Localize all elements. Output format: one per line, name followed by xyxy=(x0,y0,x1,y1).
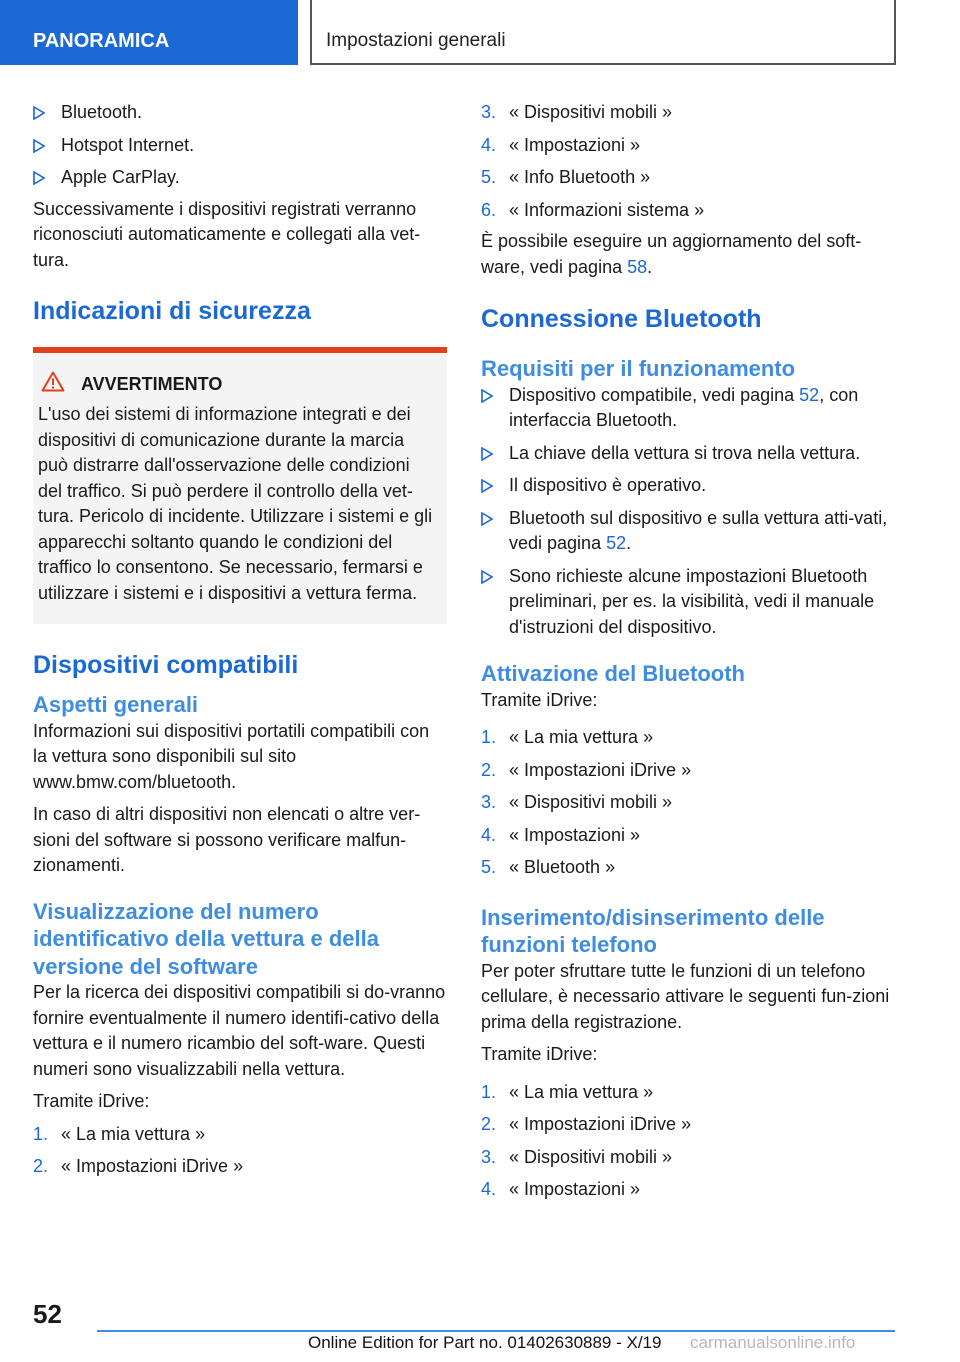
requirements-heading: Requisiti per il funzionamento xyxy=(481,356,796,381)
phone-idrive-label: Tramite iDrive: xyxy=(481,1044,598,1064)
step-item xyxy=(481,1177,895,1203)
step-text: « Impostazioni iDrive » xyxy=(61,1156,244,1176)
step-text: « Dispositivi mobili » xyxy=(509,102,673,122)
step-item xyxy=(481,725,895,751)
step-number: 5. xyxy=(481,857,497,877)
triangle-bullet-icon xyxy=(481,570,495,584)
step-number: 1. xyxy=(33,1123,49,1144)
list-item xyxy=(481,441,895,467)
step-item xyxy=(481,133,895,159)
step-text: « Impostazioni » xyxy=(509,134,641,155)
step-item xyxy=(481,165,895,191)
page-link-52[interactable]: 52 xyxy=(606,533,627,553)
warning-header xyxy=(38,371,437,397)
step-number: 3. xyxy=(481,1146,497,1167)
step-item xyxy=(33,1122,447,1148)
step-item xyxy=(481,855,895,881)
phone-functions-heading: Inserimento/disinserimento delle funzioni telefono xyxy=(481,904,825,957)
step-text: « Impostazioni iDrive » xyxy=(509,1114,692,1134)
step-item xyxy=(481,1112,895,1138)
step-number: 4. xyxy=(481,134,497,155)
step-item xyxy=(481,758,895,784)
list-item xyxy=(33,100,447,126)
footer-divider xyxy=(97,1330,895,1332)
list-item-text xyxy=(509,508,887,554)
list-item-text: La chiave della vettura si trova nella vettura. xyxy=(509,442,861,463)
vin-idrive-label: Tramite iDrive: xyxy=(33,1091,150,1111)
triangle-bullet-icon xyxy=(481,447,495,461)
footer-edition: Online Edition for Part no. 01402630889 - X/19 xyxy=(308,1333,662,1352)
list-item xyxy=(481,564,895,641)
step-text: « Informazioni sistema » xyxy=(509,199,705,220)
step-text: « La mia vettura » xyxy=(61,1123,206,1144)
right-column xyxy=(481,100,895,1210)
step-item xyxy=(481,100,895,126)
triangle-bullet-icon xyxy=(481,512,495,526)
page-link-58[interactable]: 58 xyxy=(627,256,648,277)
general-paragraph-2: In caso di altri dispositivi non elencati o altre ver‐sioni del software si possono verificare malfun‐zionamenti. xyxy=(33,804,421,875)
step-text: « Dispositivi mobili » xyxy=(509,1146,673,1167)
activation-heading: Attivazione del Bluetooth xyxy=(481,661,745,686)
triangle-bullet-icon xyxy=(33,106,47,120)
general-paragraph-1: Informazioni sui dispositivi portatili compatibili con la vettura sono disponibili sul sito www.bmw.com/bluetooth. xyxy=(33,720,430,792)
update-paragraph xyxy=(481,229,895,280)
step-text: « La mia vettura » xyxy=(509,1081,654,1102)
vin-paragraph: Per la ricerca dei dispositivi compatibili si do‐vranno fornire eventualmente il numero identifi‐cativo della vettura e il numero ricambio del soft‐ware. Questi numeri sono visualizzabili nella vettura. xyxy=(33,982,446,1079)
step-item xyxy=(481,1080,895,1106)
list-item-text: Hotspot Internet. xyxy=(61,134,195,155)
list-item xyxy=(33,165,447,191)
warning-text: L'uso dei sistemi di informazione integrati e dei dispositivi di comunicazione durante la marcia può distrarre dall'osservazione delle condizioni del traffico. Si può perdere il controllo della vet‐tura. Pericolo di incidente. Utilizzare i sistemi e gli apparecchi soltanto quando le condizioni del traffico lo consentono. Se necessario, fermarsi e utilizzare i sistemi e i dispositivi a vettura ferma. xyxy=(38,404,433,603)
list-item-text: Bluetooth. xyxy=(61,102,143,122)
list-item-text: Sono richieste alcune impostazioni Bluetooth preliminari, per es. la visibilità, vedi il manuale d'istruzioni del dispositivo. xyxy=(509,565,875,637)
warning-title: AVVERTIMENTO xyxy=(81,373,223,394)
triangle-bullet-icon xyxy=(481,389,495,403)
step-number: 1. xyxy=(481,727,497,747)
triangle-bullet-icon xyxy=(33,171,47,185)
triangle-bullet-icon xyxy=(481,479,495,493)
vin-heading: Visualizzazione del numero identificativo della vettura e della versione del software xyxy=(33,898,379,979)
step-item xyxy=(481,823,895,849)
step-number: 1. xyxy=(481,1081,497,1102)
compat-heading: Dispositivi compatibili xyxy=(33,651,299,679)
left-column xyxy=(33,100,447,1187)
step-text: « Dispositivi mobili » xyxy=(509,792,673,812)
list-item-text: Il dispositivo è operativo. xyxy=(509,475,707,495)
watermark: carmanualsonline.info xyxy=(690,1333,856,1352)
step-text: « La mia vettura » xyxy=(509,727,654,747)
warning-box xyxy=(33,347,447,624)
page-number: 52 xyxy=(33,1299,62,1329)
general-heading: Aspetti generali xyxy=(33,692,199,717)
step-item xyxy=(481,198,895,224)
step-item xyxy=(481,1145,895,1171)
triangle-bullet-icon xyxy=(33,139,47,153)
step-number: 2. xyxy=(481,759,497,780)
section-tab: PANORAMICA xyxy=(0,0,298,65)
list-item xyxy=(33,133,447,159)
list-item xyxy=(481,506,895,557)
safety-heading: Indicazioni di sicurezza xyxy=(33,297,311,325)
bluetooth-heading: Connessione Bluetooth xyxy=(481,305,762,333)
step-number: 3. xyxy=(481,792,497,812)
page-title: Impostazioni generali xyxy=(310,0,896,65)
list-item xyxy=(481,473,895,499)
intro-paragraph: Successivamente i dispositivi registrati verranno riconosciuti automaticamente e collegati alla vet‐tura. xyxy=(33,198,421,270)
step-number: 4. xyxy=(481,1179,497,1199)
list-item-text xyxy=(509,385,858,431)
step-item xyxy=(481,790,895,816)
step-text: « Bluetooth » xyxy=(509,857,616,877)
step-item xyxy=(33,1154,447,1180)
step-text: « Impostazioni iDrive » xyxy=(509,759,692,780)
step-number: 2. xyxy=(33,1156,49,1176)
warning-triangle-icon xyxy=(41,371,81,397)
update-text-end: . xyxy=(647,256,653,277)
activation-idrive-label: Tramite iDrive: xyxy=(481,689,598,710)
step-number: 5. xyxy=(481,167,497,187)
list-item-text: Apple CarPlay. xyxy=(61,167,180,187)
req4-text: Bluetooth sul dispositivo e sulla vettura atti‐vati, vedi pagina xyxy=(509,507,888,553)
step-text: « Impostazioni » xyxy=(509,824,641,845)
step-text: « Info Bluetooth » xyxy=(509,167,651,187)
step-number: 2. xyxy=(481,1114,497,1134)
step-text: « Impostazioni » xyxy=(509,1179,641,1199)
step-number: 6. xyxy=(481,199,497,220)
req1-text-end: , con interfaccia Bluetooth. xyxy=(509,384,859,430)
step-number: 4. xyxy=(481,824,497,845)
page-link-52[interactable]: 52 xyxy=(799,384,820,405)
req4-text-end: . xyxy=(626,533,632,553)
phone-paragraph: Per poter sfruttare tutte le funzioni di un telefono cellulare, è necessario attivare le seguenti fun‐zioni prima della registrazione. xyxy=(481,960,890,1032)
step-number: 3. xyxy=(481,102,497,122)
update-text: È possibile eseguire un aggiornamento del soft‐ware, vedi pagina xyxy=(481,231,862,277)
list-item xyxy=(481,383,895,434)
req1-text: Dispositivo compatibile, vedi pagina xyxy=(509,384,800,405)
